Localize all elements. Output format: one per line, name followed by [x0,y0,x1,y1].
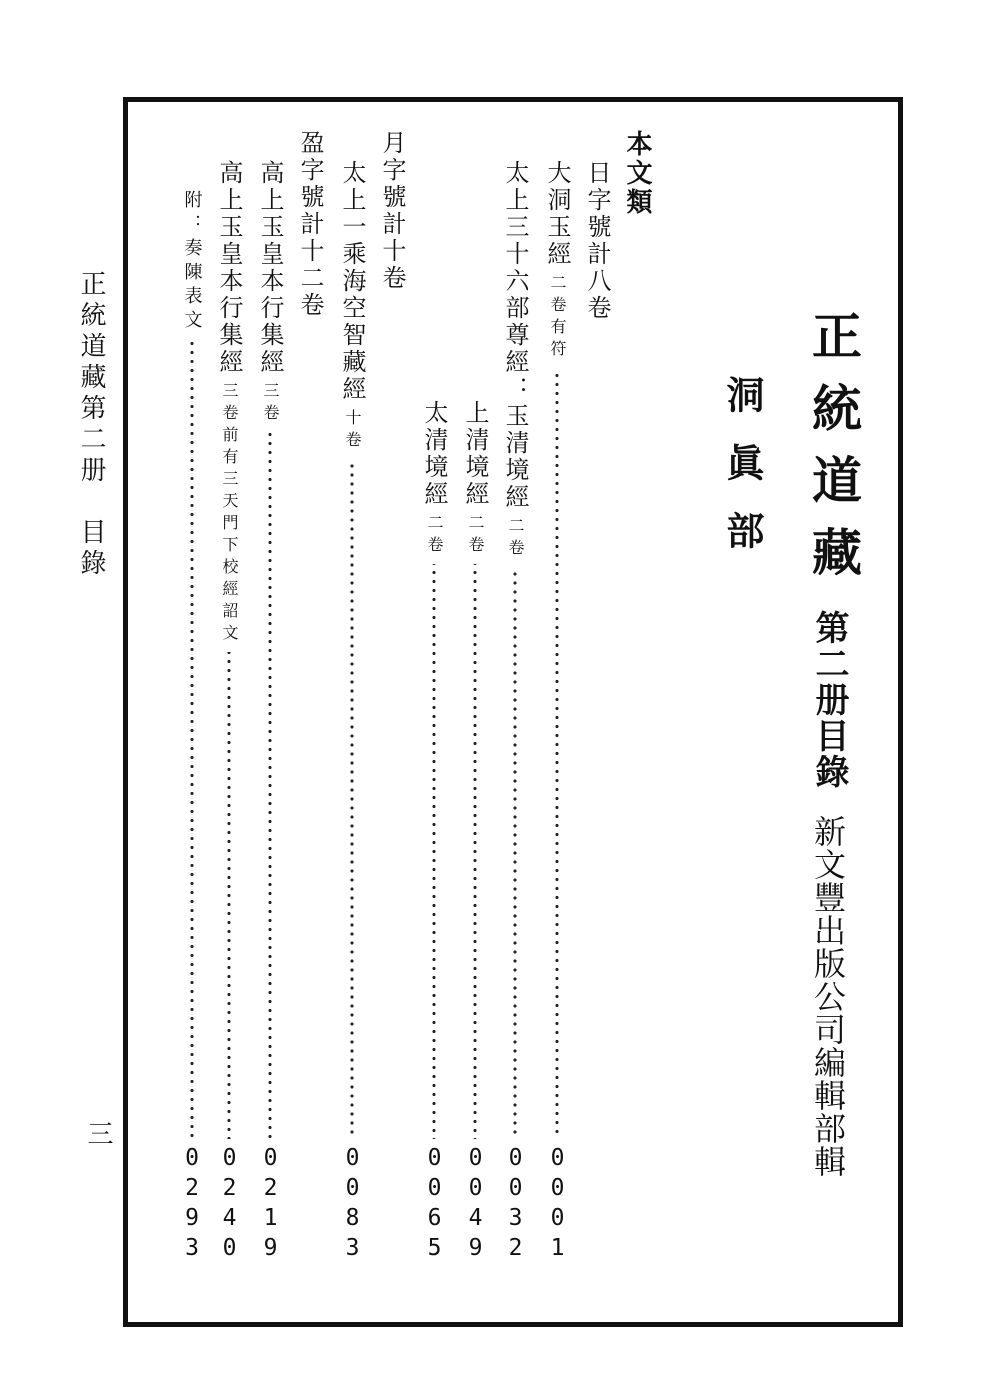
entry-page: 0219 [257,1145,284,1265]
entry-page: 0032 [502,1145,529,1265]
toc-entry[interactable] [422,400,446,1265]
entry-title: 太清境經 [420,400,448,508]
entry-note: 二卷 [425,514,444,558]
publisher-credit: 新文豐出版公司編輯部輯 [809,815,847,1178]
entry-page: 0049 [462,1145,489,1265]
entry-note: 二卷 [466,514,485,558]
toc-entry[interactable] [217,160,241,1265]
category-heading: 本文類 [622,130,652,217]
entry-note: 二卷 [506,517,525,561]
leader-dots [554,368,560,1139]
leader-dots [226,652,232,1139]
entry-title: 太上三十六部尊經：玉清境經 [501,160,529,511]
toc-entry[interactable] [463,400,487,1265]
group-heading: 月字號計十卷 [378,130,406,292]
entry-page: 0083 [339,1145,366,1265]
entry-title: 太上一乘海空智藏經 [338,160,366,403]
toc-entry[interactable] [503,160,527,1265]
entry-title: 大洞玉經 [543,160,571,268]
entry-title: 高上玉皇本行集經 [256,160,284,376]
toc-entry[interactable] [180,190,203,1265]
page-number: 三 [83,1120,113,1146]
section-title: 洞眞部 [720,375,764,579]
entry-page: 0065 [421,1145,448,1265]
toc-entry[interactable] [340,160,364,1265]
leader-dots [189,340,195,1139]
toc-entry[interactable] [545,160,569,1265]
entry-note: 三卷 [261,382,280,426]
entry-title: 高上玉皇本行集經 [215,160,243,376]
group-heading: 日字號計八卷 [583,160,611,322]
entry-note: 十卷 [343,409,362,453]
running-header: 正統道藏第二册 目錄 [76,270,106,580]
leader-dots [267,432,273,1139]
entry-title: 上清境經 [461,400,489,508]
entry-page: 0240 [216,1145,243,1265]
leader-dots [472,564,478,1139]
volume-title: 第二册目錄 [809,610,849,790]
entry-title: 附：奏陳表文 [181,190,203,334]
entry-note: 二卷有符 [548,274,567,362]
leader-dots [512,567,518,1139]
entry-note: 三卷前有三天門下校經詔文 [220,382,239,646]
entry-page: 0293 [179,1145,205,1265]
group-heading: 盈字號計十二卷 [296,130,324,319]
main-title: 正統道藏 [804,310,862,598]
leader-dots [431,564,437,1139]
leader-dots [349,459,355,1139]
entry-page: 0001 [544,1145,571,1265]
toc-entry[interactable] [258,160,282,1265]
